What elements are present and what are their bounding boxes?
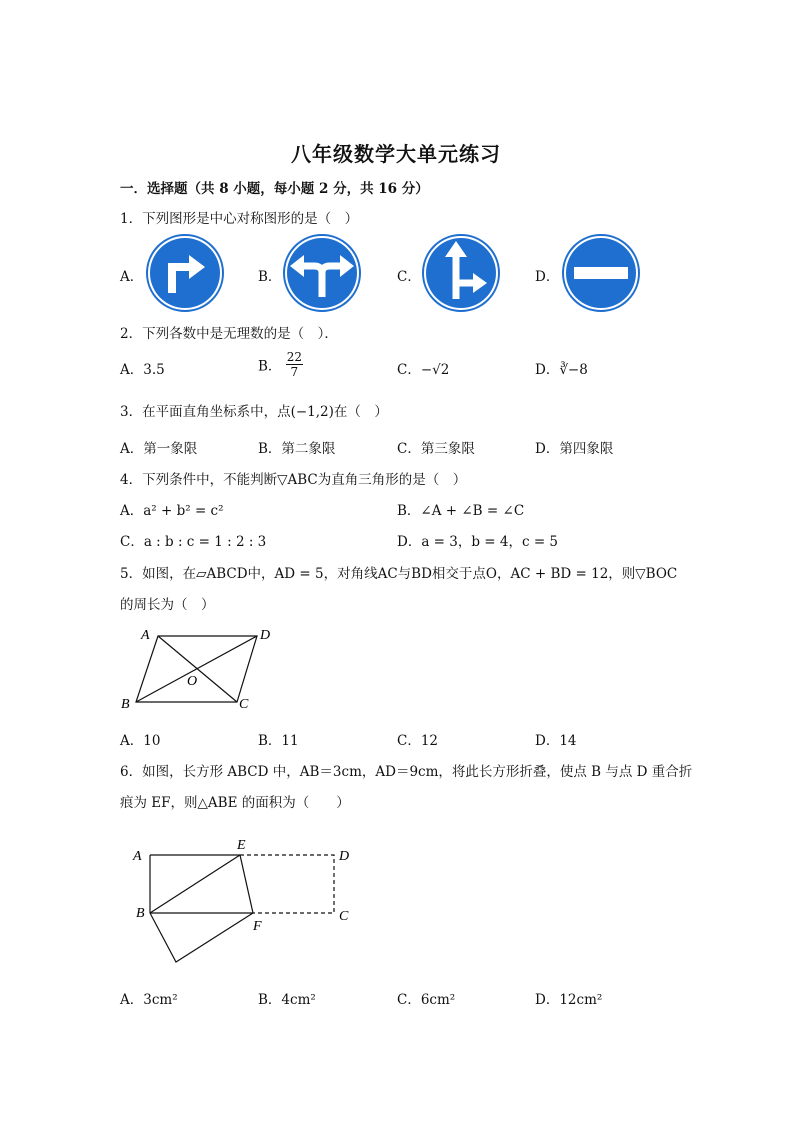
q2-option-a[interactable]: A．3.5 bbox=[120, 362, 165, 378]
question-5-stem-line1: 5．如图，在▱ABCD中，AD = 5，对角线AC与BD相交于点O，AC + BD = 12，则▽BOC bbox=[120, 566, 678, 582]
section-heading: 一．选择题（共 8 小题，每小题 2 分，共 16 分） bbox=[120, 181, 429, 197]
original-edge-dashed bbox=[240, 855, 334, 913]
point-e-label: E bbox=[237, 838, 246, 853]
question-1-stem: 1．下列图形是中心对称图形的是（ ） bbox=[120, 211, 359, 227]
question-4-stem: 4．下列条件中，不能判断▽ABC为直角三角形的是（ ） bbox=[120, 472, 467, 488]
point-a-label: A bbox=[141, 628, 150, 643]
q1-option-a-label[interactable]: A． bbox=[120, 269, 144, 285]
parallelogram-figure bbox=[115, 625, 285, 715]
q4-option-c[interactable]: C．a : b : c = 1 : 2 : 3 bbox=[120, 534, 267, 550]
fold-line-ef bbox=[240, 855, 253, 913]
question-6-stem-line2: 痕为 EF，则△ABE 的面积为（ ） bbox=[120, 795, 350, 811]
q2-option-d[interactable]: D．∛−8 bbox=[535, 362, 588, 378]
question-3-stem: 3．在平面直角坐标系中，点(−1,2)在（ ） bbox=[120, 404, 388, 420]
fraction-numerator: 22 bbox=[286, 350, 302, 364]
point-d-label: D bbox=[260, 628, 271, 643]
q5-option-a[interactable]: A．10 bbox=[120, 733, 161, 749]
turn-left-or-right-sign-icon[interactable] bbox=[282, 233, 362, 313]
q2-option-b[interactable] bbox=[258, 350, 303, 379]
q5-option-c[interactable]: C．12 bbox=[397, 733, 439, 749]
q2-option-c[interactable]: C．−√2 bbox=[397, 362, 450, 378]
straight-or-right-sign-icon[interactable] bbox=[421, 233, 501, 313]
q5-option-b[interactable]: B．11 bbox=[258, 733, 299, 749]
q3-option-a[interactable]: A．第一象限 bbox=[120, 441, 198, 457]
point-b-label: B bbox=[136, 906, 145, 921]
q3-option-c[interactable]: C．第三象限 bbox=[397, 441, 475, 457]
q2-option-b-label: B． bbox=[258, 358, 282, 375]
point-a-label: A bbox=[133, 849, 142, 864]
q1-option-d-label[interactable]: D． bbox=[535, 269, 560, 285]
fraction-denominator: 7 bbox=[290, 365, 299, 379]
no-entry-sign-icon[interactable] bbox=[561, 233, 641, 313]
q4-option-d[interactable]: D．a = 3，b = 4，c = 5 bbox=[397, 534, 559, 550]
segment-be bbox=[150, 855, 240, 913]
q6-option-a[interactable]: A．3cm² bbox=[120, 992, 178, 1008]
point-b-label: B bbox=[121, 697, 130, 712]
turn-right-sign-icon[interactable] bbox=[145, 233, 225, 313]
question-6-stem-line1: 6．如图，长方形 ABCD 中，AB＝3cm，AD＝9cm，将此长方形折叠，使点 B 与点 D 重合折 bbox=[120, 764, 693, 780]
q3-option-d[interactable]: D．第四象限 bbox=[535, 441, 614, 457]
question-2-stem: 2．下列各数中是无理数的是（ ）． bbox=[120, 326, 338, 342]
point-f-label: F bbox=[253, 919, 262, 934]
q5-option-d[interactable]: D．14 bbox=[535, 733, 577, 749]
page-title: 八年级数学大单元练习 bbox=[291, 142, 501, 166]
folded-rectangle-figure bbox=[125, 835, 365, 970]
q4-option-b[interactable]: B．∠A + ∠B = ∠C bbox=[397, 503, 525, 519]
q1-option-b-label[interactable]: B． bbox=[258, 269, 282, 285]
q1-option-c-label[interactable]: C． bbox=[397, 269, 421, 285]
q6-option-b[interactable]: B．4cm² bbox=[258, 992, 316, 1008]
point-c-label: C bbox=[239, 697, 249, 712]
q6-option-c[interactable]: C．6cm² bbox=[397, 992, 456, 1008]
point-c-label: C bbox=[339, 909, 349, 924]
point-o-label: O bbox=[187, 674, 198, 689]
q4-option-a[interactable]: A．a² + b² = c² bbox=[120, 503, 224, 519]
q3-option-b[interactable]: B．第二象限 bbox=[258, 441, 336, 457]
point-d-label: D bbox=[339, 849, 350, 864]
q6-option-d[interactable]: D．12cm² bbox=[535, 992, 603, 1008]
q2-fraction bbox=[286, 350, 303, 379]
question-5-stem-line2: 的周长为（ ） bbox=[120, 597, 215, 613]
folded-flap bbox=[150, 913, 253, 962]
